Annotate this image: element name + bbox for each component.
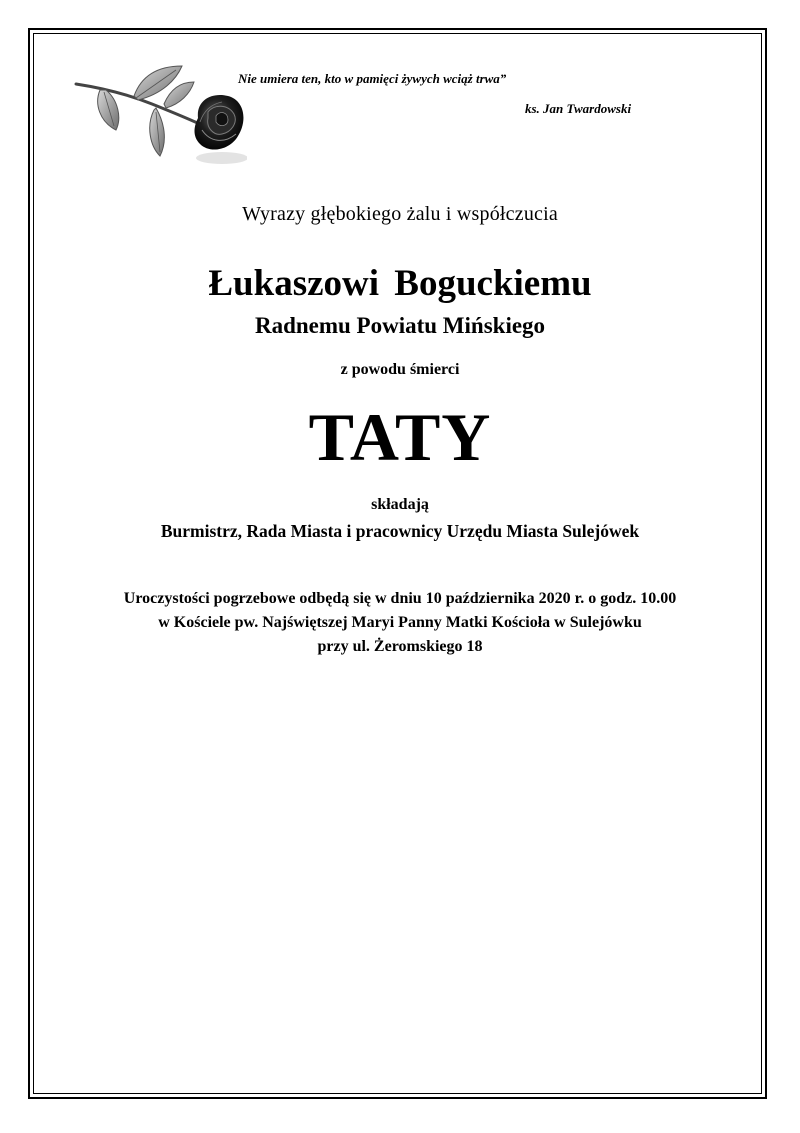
deceased-title: TATY (308, 399, 492, 475)
funeral-church-line: w Kościele pw. Najświętszej Maryi Panny Matki Kościoła w Sulejówku (158, 614, 642, 631)
funeral-date-line: Uroczystości pogrzebowe odbędą się w dniu 10 października 2020 r. o godz. 10.00 (123, 590, 677, 607)
rose-icon (72, 60, 247, 168)
quote-author: ks. Jan Twardowski (525, 101, 632, 116)
senders-text: Burmistrz, Rada Miasta i pracownicy Urzędu Miasta Sulejówek (160, 521, 640, 541)
funeral-address-line: przy ul. Żeromskiego 18 (317, 638, 483, 655)
page-border-inner (33, 33, 762, 1094)
condolence-heading: Wyrazy głębokiego żalu i współczucia (242, 203, 558, 225)
reason-text: z powodu śmierci (340, 361, 460, 378)
offered-by-label: składają (371, 496, 429, 513)
quote-text: Nie umiera ten, kto w pamięci żywych wciąż trwa” (238, 71, 507, 86)
recipient-name: Łukaszowi Boguckiemu (208, 263, 592, 304)
recipient-role: Radnemu Powiatu Mińskiego (254, 313, 546, 338)
